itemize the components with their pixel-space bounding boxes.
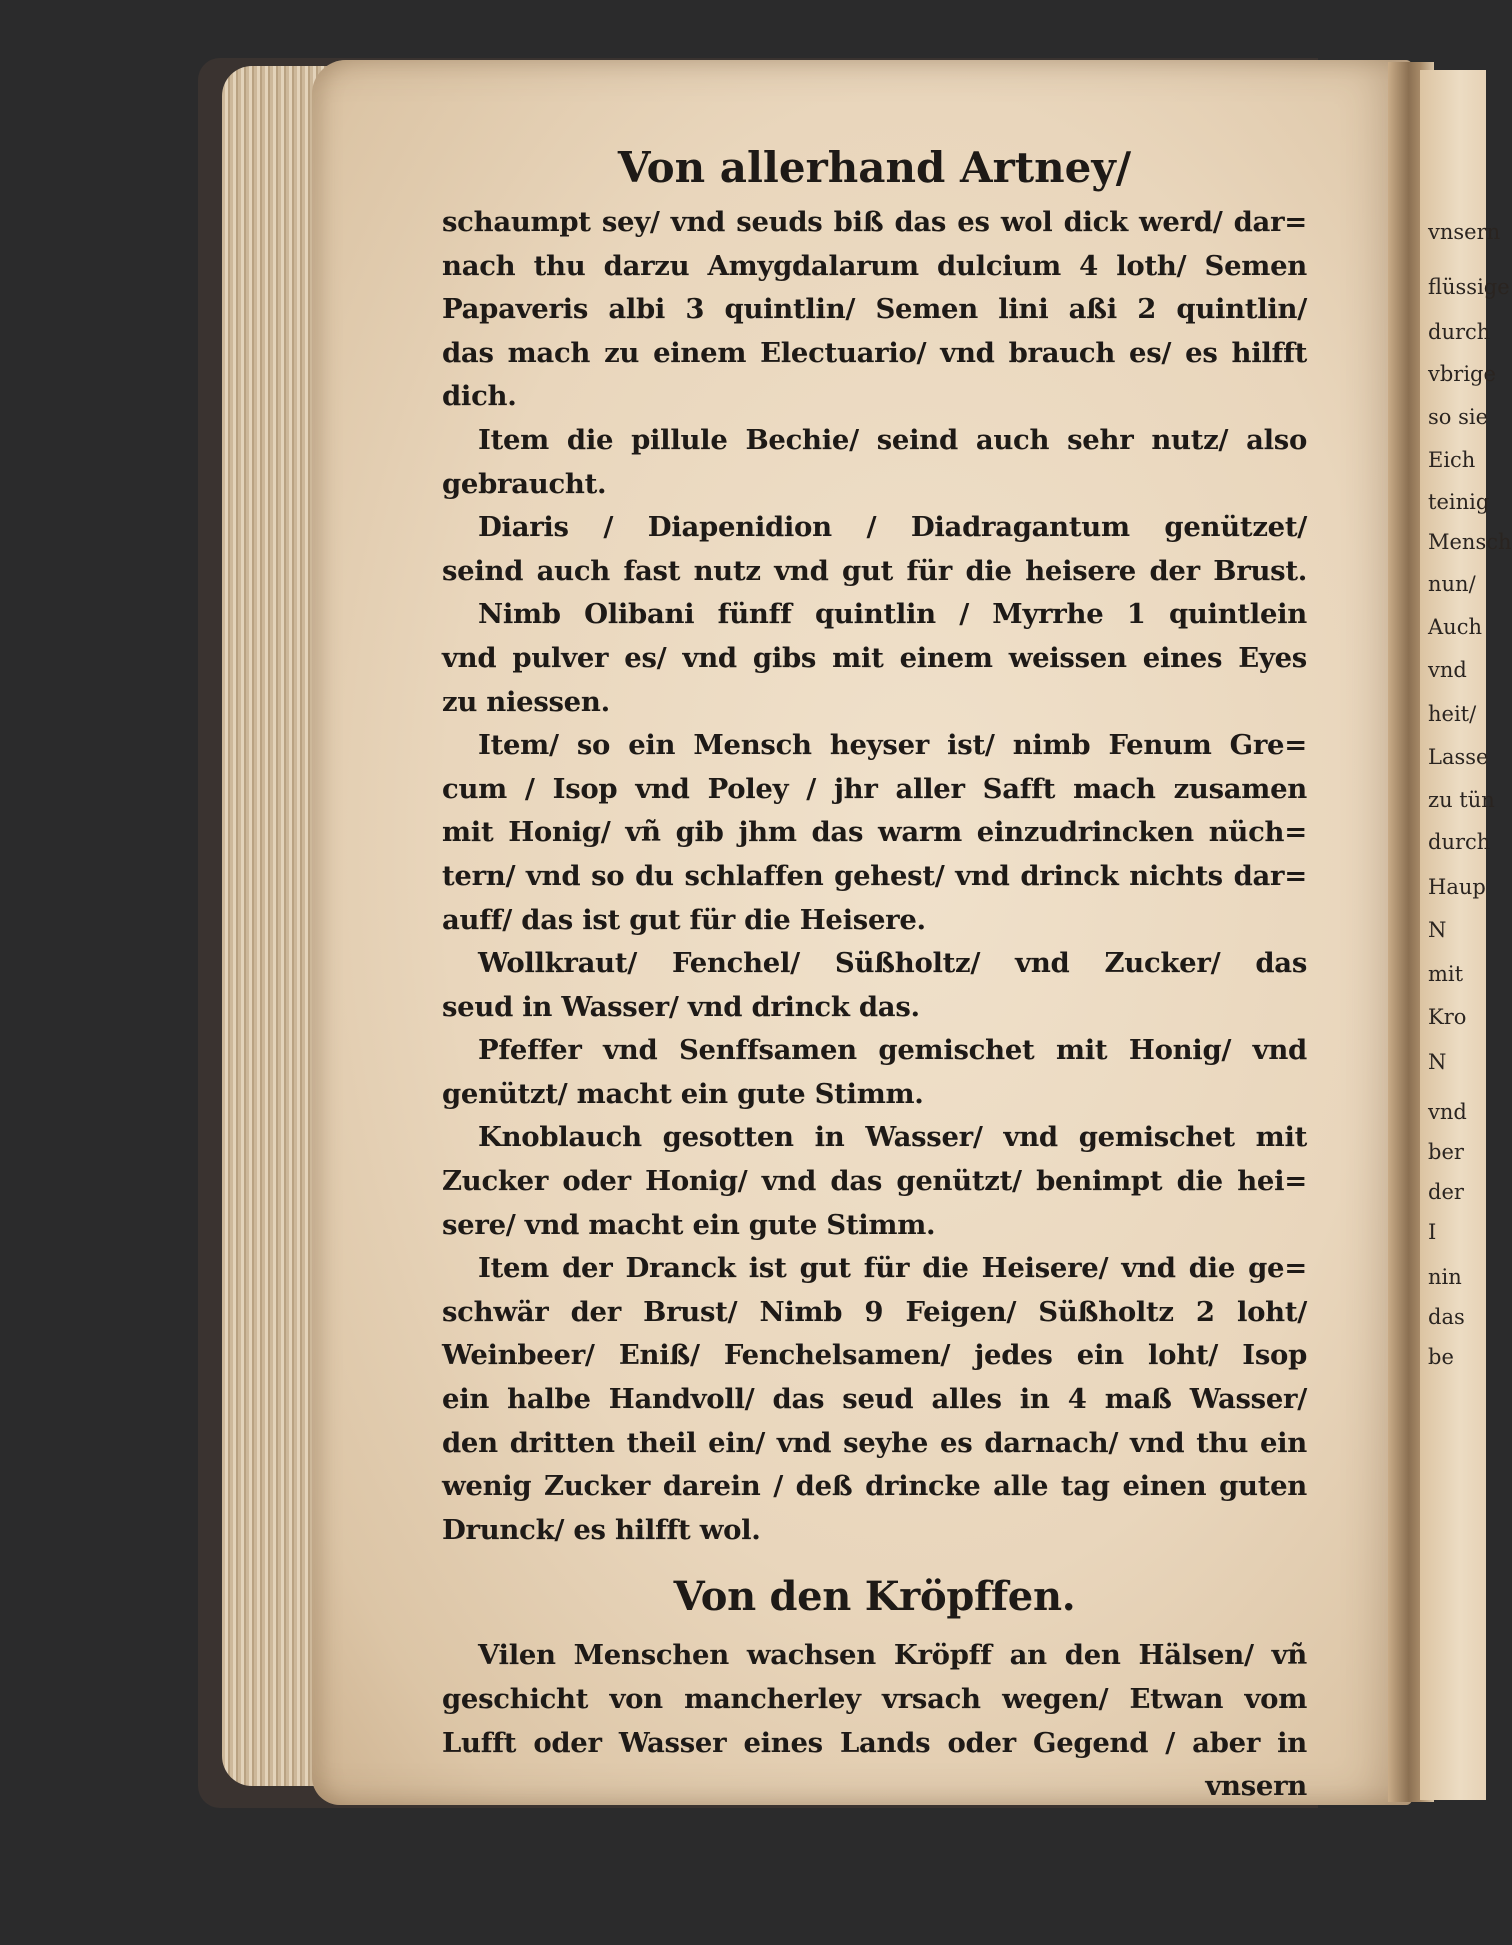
facing-page-fragment: mit xyxy=(1428,962,1464,986)
facing-page-edge xyxy=(1420,70,1512,1800)
facing-page-fragment: N xyxy=(1428,918,1447,942)
text-line: Papaveris albi 3 quintlin/ Semen lini aßi 2 quintlin/ xyxy=(442,293,1307,326)
text-line: Item die pillule Bechie/ seind auch sehr nutz/ also xyxy=(478,423,1307,456)
text-line: schwär der Brust/ Nimb 9 Feigen/ Süßholtz 2 loht/ xyxy=(442,1295,1307,1328)
text-line: Zucker oder Honig/ vnd das genützt/ benimpt die hei= xyxy=(442,1165,1307,1198)
text-line: schaumpt sey/ vnd seuds biß das es wol dick werd/ dar= xyxy=(442,206,1307,238)
facing-page-fragment: vnd xyxy=(1428,658,1467,682)
facing-page-fragment: Lasse xyxy=(1428,745,1489,769)
text-line: Diaris / Diapenidion / Diadragantum genützet/ xyxy=(478,511,1307,544)
facing-page-fragment: Eich xyxy=(1428,448,1476,472)
facing-page-fragment: zu tün xyxy=(1428,788,1495,812)
text-line: genützt/ macht ein gute Stimm. xyxy=(442,1077,924,1110)
text-line: Nimb Olibani fünff quintlin / Myrrhe 1 quintlein xyxy=(478,598,1307,631)
text-line: Drunck/ es hilfft wol. xyxy=(442,1513,761,1546)
facing-page-fragment: Auch xyxy=(1428,615,1482,639)
facing-page-fragment: der xyxy=(1428,1180,1464,1204)
text-line: tern/ vnd so du schlaffen gehest/ vnd drinck nichts dar= xyxy=(442,859,1307,892)
facing-page-fragment: flüssige xyxy=(1428,275,1510,299)
facing-page-fragment: Haup xyxy=(1428,875,1486,899)
text-line: seind auch fast nutz vnd gut für die heisere der Brust. xyxy=(442,554,1307,587)
text-line: das mach zu einem Electuario/ vnd brauch es/ es hilfft xyxy=(442,336,1307,369)
text-line: geschicht von mancherley vrsach wegen/ Etwan vom xyxy=(442,1683,1307,1715)
text-line: mit Honig/ vñ gib jhm das warm einzudrincken nüch= xyxy=(442,816,1307,849)
facing-page-fragment: heit/ xyxy=(1428,702,1477,726)
text-line: den dritten theil ein/ vnd seyhe es darnach/ vnd thu ein xyxy=(442,1426,1307,1459)
text-line: dich. xyxy=(442,380,517,413)
text-line: vnd pulver es/ vnd gibs mit einem weissen eines Eyes xyxy=(442,641,1307,674)
running-heading: Von allerhand Artney/ xyxy=(617,143,1132,192)
facing-page-fragment: durch xyxy=(1428,320,1491,344)
text-line: nach thu darzu Amygdalarum dulcium 4 loth/ Semen xyxy=(442,249,1307,282)
page-text-block xyxy=(442,135,1307,1809)
text-line: Knoblauch gesotten in Wasser/ vnd gemischet mit xyxy=(478,1121,1307,1154)
facing-page-fragment: N xyxy=(1428,1050,1447,1074)
facing-page-fragment: I xyxy=(1428,1220,1437,1244)
facing-page-fragment: vnd xyxy=(1428,1100,1467,1124)
facing-page-fragment: Mensch xyxy=(1428,530,1512,554)
text-line: gebraucht. xyxy=(442,467,607,500)
text-line: Vilen Menschen wachsen Kröpff an den Hälsen/ vñ xyxy=(478,1639,1307,1672)
facing-page-fragment: nin xyxy=(1428,1265,1462,1289)
text-line: zu niessen. xyxy=(442,685,610,718)
text-line: wenig Zucker darein / deß drincke alle tag einen guten xyxy=(442,1470,1307,1503)
facing-page-fragment: be xyxy=(1428,1345,1454,1369)
section-heading: Von den Kröpffen. xyxy=(673,1573,1076,1621)
text-line: auff/ das ist gut für die Heisere. xyxy=(442,903,926,936)
text-line: Pfeffer vnd Senffsamen gemischet mit Honig/ vnd xyxy=(478,1034,1307,1067)
facing-page-fragment: teinig xyxy=(1428,490,1490,514)
facing-page-fragment: so sie xyxy=(1428,405,1489,429)
text-line: ein halbe Handvoll/ das seud alles in 4 maß Wasser/ xyxy=(442,1383,1307,1416)
text-line: seud in Wasser/ vnd drinck das. xyxy=(442,990,920,1023)
text-line: Item/ so ein Mensch heyser ist/ nimb Fenum Gre= xyxy=(478,729,1307,762)
text-line: Wollkraut/ Fenchel/ Süßholtz/ vnd Zucker/ das xyxy=(478,947,1307,980)
facing-page-fragment: vnsern xyxy=(1428,220,1501,244)
facing-page-fragment: durch xyxy=(1428,830,1491,854)
text-line: cum / Isop vnd Poley / jhr aller Safft mach zusamen xyxy=(442,772,1307,805)
facing-page-fragment: Kro xyxy=(1428,1005,1467,1029)
facing-page-fragment: vbrige xyxy=(1428,362,1496,386)
text-line: Lufft oder Wasser eines Lands oder Gegend / aber in xyxy=(442,1726,1307,1759)
facing-page-fragment: nun/ xyxy=(1428,572,1476,596)
facing-page-fragment: ber xyxy=(1428,1140,1464,1164)
text-line: Item der Dranck ist gut für die Heisere/ vnd die ge= xyxy=(478,1252,1307,1285)
facing-page-fragment: das xyxy=(1428,1305,1465,1329)
catchword: vnsern xyxy=(1205,1770,1307,1803)
text-line: Weinbeer/ Eniß/ Fenchelsamen/ jedes ein loht/ Isop xyxy=(442,1339,1307,1372)
text-line: sere/ vnd macht ein gute Stimm. xyxy=(442,1208,936,1241)
